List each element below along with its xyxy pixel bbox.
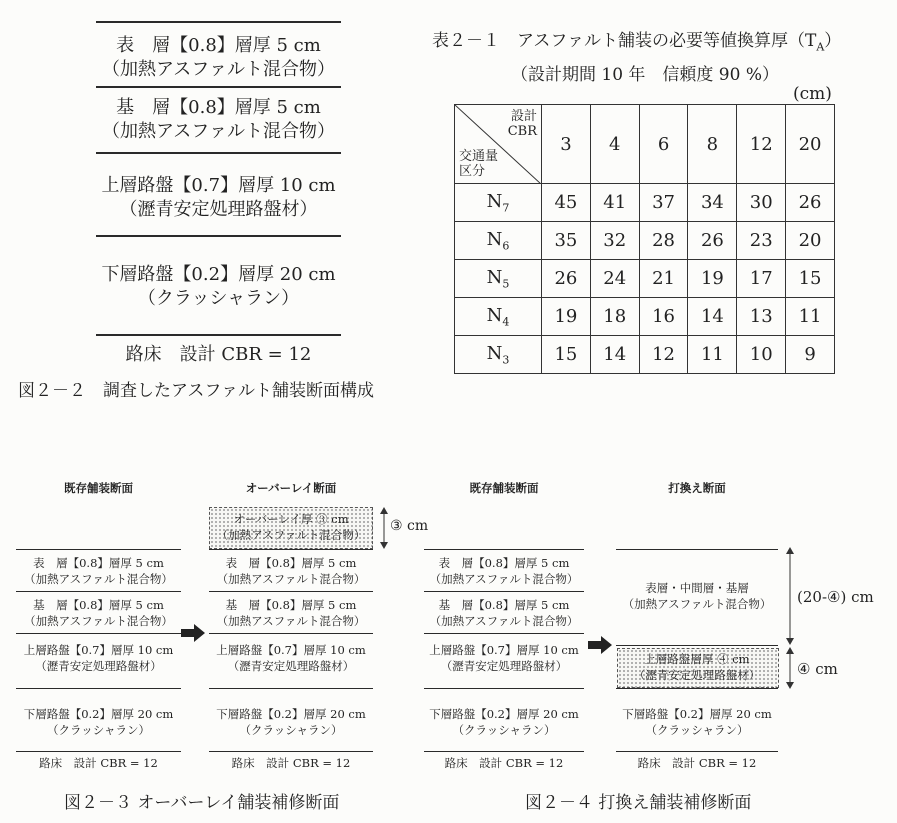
layer-line: （加熱アスファルト混合物）	[622, 597, 772, 611]
layer-line: 下層路盤【0.2】層厚 20 cm	[622, 707, 772, 721]
table-cell: 26	[786, 184, 835, 222]
table-cell: 26	[688, 222, 737, 260]
table-cell: 15	[786, 260, 835, 298]
layer-line: 表 層【0.8】層厚 5 cm	[438, 556, 570, 570]
overlay-layer-label	[209, 511, 373, 543]
layer-line: （加熱アスファルト混合物）	[102, 59, 335, 80]
table-cell: 13	[737, 298, 786, 336]
cbr-header-cell: 4	[590, 105, 639, 184]
layer-line: 下層路盤【0.2】層厚 20 cm	[216, 707, 366, 721]
layer-line: （瀝青安定処理路盤材）	[440, 659, 568, 673]
layer-divider	[209, 549, 373, 550]
upper-base-label	[96, 174, 341, 222]
table-cell: 45	[542, 184, 591, 222]
layer-line: （加熱アスファルト混合物）	[216, 528, 366, 542]
surface-layer-label	[16, 555, 181, 587]
table-cell: 32	[590, 222, 639, 260]
table-row	[455, 298, 835, 336]
table-subtitle: （設計期間 10 年 信頼度 90 %）	[510, 65, 780, 85]
layer-line: 基 層【0.8】層厚 5 cm	[225, 598, 357, 612]
table-row	[455, 336, 835, 374]
cbr-header-cell: 20	[786, 105, 835, 184]
table-cell: 15	[542, 336, 591, 374]
layer-line: 下層路盤【0.2】層厚 20 cm	[429, 707, 579, 721]
right-arrow-icon	[588, 636, 614, 654]
layer-divider	[16, 549, 181, 550]
layer-line: 下層路盤【0.2】層厚 20 cm	[101, 264, 336, 285]
layer-divider	[424, 591, 584, 592]
table-cell: 9	[786, 336, 835, 374]
table-cell: 21	[639, 260, 688, 298]
table-cell: 11	[786, 298, 835, 336]
figure-2-2-caption: 図２－２ 調査したアスファルト舗装断面構成	[18, 381, 374, 401]
layer-line: （加熱アスファルト混合物）	[102, 121, 335, 142]
layer-line: 下層路盤【0.2】層厚 20 cm	[23, 707, 174, 721]
cbr-header-cell: 6	[639, 105, 688, 184]
layer-line: （瀝青安定処理路盤材）	[35, 659, 162, 673]
layer-line: （加熱アスファルト混合物）	[429, 572, 579, 586]
cbr-table	[454, 104, 835, 374]
table-cell: 35	[542, 222, 591, 260]
dimension-arrow	[377, 506, 391, 550]
lower-base-label	[96, 263, 341, 311]
layer-divider	[96, 235, 341, 237]
subgrade-label: 路床 設計 CBR = 12	[125, 344, 312, 365]
traffic-class-cell: $N_7$	[455, 184, 542, 222]
traffic-class-cell: $N_4$	[455, 298, 542, 336]
surface-layer-label	[96, 34, 341, 82]
corner-cbr: 設計 CBR	[507, 109, 537, 139]
table-row	[455, 184, 835, 222]
asphalt-thickness-label: (20-④) cm	[797, 588, 874, 606]
layer-divider	[16, 591, 181, 592]
upper-base-label	[209, 642, 373, 674]
figure-2-4-caption: 図２－４ 打換え舗装補修断面	[525, 793, 752, 813]
cbr-header-cell: 12	[737, 105, 786, 184]
table-cell: 20	[786, 222, 835, 260]
layer-line: 上層路盤【0.7】層厚 10 cm	[23, 643, 174, 657]
layer-divider	[16, 751, 181, 752]
table-cell: 41	[590, 184, 639, 222]
table-row	[455, 222, 835, 260]
layer-line: （加熱アスファルト混合物）	[24, 572, 173, 586]
lower-base-label	[16, 706, 181, 738]
binder-layer-label	[424, 597, 584, 629]
layer-divider	[209, 751, 373, 752]
traffic-class-cell: $N_6$	[455, 222, 542, 260]
layer-divider	[96, 21, 341, 23]
cbr-header-cell: 3	[542, 105, 591, 184]
table-cell: 24	[590, 260, 639, 298]
binder-layer-label	[96, 96, 341, 144]
layer-line: （瀝青安定処理路盤材）	[227, 659, 355, 673]
layer-line: （クラッシャラン）	[452, 723, 556, 737]
layer-line: （加熱アスファルト混合物）	[216, 614, 366, 628]
layer-divider	[16, 688, 181, 689]
layer-divider	[209, 591, 373, 592]
table-cell: 19	[542, 298, 591, 336]
table-cell: 11	[688, 336, 737, 374]
layer-line: （瀝青安定処理路盤材）	[633, 668, 761, 682]
layer-line: 上層路盤【0.7】層厚 10 cm	[216, 643, 366, 657]
table-cell: 17	[737, 260, 786, 298]
layer-divider	[16, 633, 181, 634]
layer-line: 上層路盤【0.7】層厚 10 cm	[429, 643, 579, 657]
corner-traffic: 交通量 区分	[459, 149, 499, 179]
subgrade-label: 路床 設計 CBR = 12	[39, 756, 158, 770]
layer-line: （加熱アスファルト混合物）	[429, 614, 579, 628]
table-cell: 28	[639, 222, 688, 260]
layer-line: （クラッシャラン）	[645, 723, 749, 737]
traffic-class-cell: $N_3$	[455, 336, 542, 374]
layer-line: （加熱アスファルト混合物）	[216, 572, 366, 586]
layer-line: 上層路盤【0.7】層厚 10 cm	[101, 175, 336, 196]
table-cell: 34	[688, 184, 737, 222]
right-arrow-icon	[181, 624, 207, 642]
table-cell: 19	[688, 260, 737, 298]
overlay-section-header: オーバーレイ断面	[245, 481, 337, 495]
upper-base-label	[16, 642, 181, 674]
subgrade-label: 路床 設計 CBR = 12	[231, 756, 351, 770]
layer-line: 表 層【0.8】層厚 5 cm	[225, 556, 357, 570]
cbr-header-cell: 8	[688, 105, 737, 184]
layer-divider	[616, 549, 778, 550]
table-cell: 10	[737, 336, 786, 374]
layer-divider	[209, 633, 373, 634]
surface-layer-label	[424, 555, 584, 587]
table-title: 表２－１ アスファルト舗装の必要等値換算厚$(T_A)$	[432, 31, 842, 54]
layer-line: 基 層【0.8】層厚 5 cm	[438, 598, 570, 612]
layer-divider	[616, 688, 778, 689]
layer-divider	[424, 688, 584, 689]
table-cell: 14	[590, 336, 639, 374]
table-cell: 23	[737, 222, 786, 260]
base-thickness-label: ④ cm	[797, 660, 838, 678]
layer-line: 表層・中間層・基層	[645, 581, 749, 595]
table-corner-cell	[455, 105, 542, 184]
layer-line: 表 層【0.8】層厚 5 cm	[33, 556, 164, 570]
replacement-section-header: 打換え断面	[668, 481, 726, 495]
subgrade-label: 路床 設計 CBR = 12	[444, 756, 564, 770]
layer-line: オーバーレイ厚 ③ cm	[233, 512, 349, 526]
upper-base-replacement-label	[616, 651, 778, 683]
dimension-arrow	[783, 546, 797, 646]
traffic-class-cell: $N_5$	[455, 260, 542, 298]
asphalt-layers-label	[616, 580, 778, 612]
table-cell: 18	[590, 298, 639, 336]
table-cell: 12	[639, 336, 688, 374]
layer-line: （クラッシャラン）	[137, 288, 300, 309]
layer-divider	[616, 751, 778, 752]
layer-divider	[96, 334, 341, 336]
binder-layer-label	[209, 597, 373, 629]
layer-line: （瀝青安定処理路盤材）	[119, 199, 318, 220]
surface-layer-label	[209, 555, 373, 587]
lower-base-label	[209, 706, 373, 738]
table-row	[455, 260, 835, 298]
dimension-arrow	[783, 646, 797, 690]
layer-line: 表 層【0.8】層厚 5 cm	[116, 35, 321, 56]
layer-line: 基 層【0.8】層厚 5 cm	[116, 97, 321, 118]
table-cell: 14	[688, 298, 737, 336]
layer-line: 基 層【0.8】層厚 5 cm	[33, 598, 164, 612]
layer-line: （加熱アスファルト混合物）	[24, 614, 173, 628]
layer-line: 上層路盤層厚 ④ cm	[644, 652, 750, 666]
existing-section-header: 既存舗装断面	[64, 481, 133, 495]
subgrade-label: 路床 設計 CBR = 12	[637, 756, 757, 770]
existing-section-header: 既存舗装断面	[469, 481, 539, 495]
layer-divider	[96, 86, 341, 88]
layer-divider	[424, 633, 584, 634]
table-cell: 30	[737, 184, 786, 222]
layer-divider	[209, 688, 373, 689]
lower-base-label	[424, 706, 584, 738]
binder-layer-label	[16, 597, 181, 629]
layer-line: （クラッシャラン）	[46, 723, 151, 737]
figure-2-3-caption: 図２－３ オーバーレイ舗装補修断面	[64, 793, 340, 813]
table-cell: 37	[639, 184, 688, 222]
table-cell: 26	[542, 260, 591, 298]
lower-base-label	[616, 706, 778, 738]
layer-divider	[424, 549, 584, 550]
layer-divider	[616, 645, 778, 646]
overlay-thickness-label: ③ cm	[390, 518, 429, 534]
upper-base-label	[424, 642, 584, 674]
table-cell: 16	[639, 298, 688, 336]
layer-divider	[96, 152, 341, 154]
layer-line: （クラッシャラン）	[239, 723, 343, 737]
table-unit: (cm)	[793, 84, 832, 104]
layer-divider	[424, 751, 584, 752]
